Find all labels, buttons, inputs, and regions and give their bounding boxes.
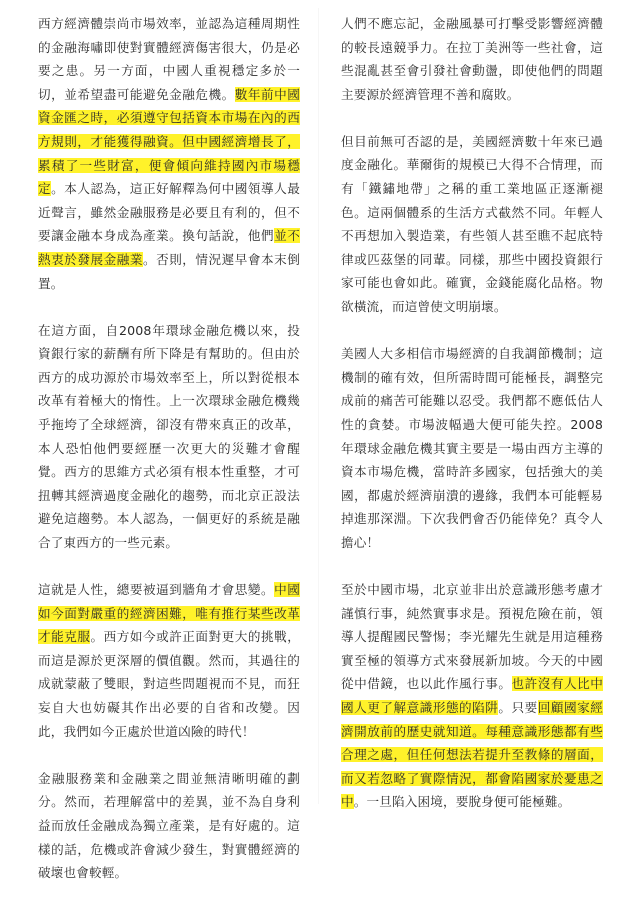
highlighted-text: 也許沒有人比中國人更了解意識形態的陷阱 [341,676,603,715]
body-text: 。只要 [498,699,538,715]
body-text: 。一旦陷入困境，要脫身便可能極難。 [353,794,571,810]
body-text: 至於中國市場，北京並非出於意識形態考慮才謹慎行事，純然實事求是。預視危險在前，領導人提醒國民警惕；李光耀先生就是用這種務實至極的領導方式來發展新加坡。今天的中國從中借鏡，也以此作風行事。 [341,581,603,692]
article-paragraph [38,319,300,555]
body-text: 這就是人性，總要被逼到牆角才會思變。 [38,582,275,598]
body-text: 。西方如今或許正面對更大的挑戰，而這是源於更深層的價值觀。然而，其過往的成就蒙蔽了雙眼，對這些問題視而不見，而狂妄自大也妨礙其作出必要的自省和改變。因此，我們如今正處於世道凶險的時代！ [38,629,300,739]
article-paragraph [341,342,603,554]
body-text: 西方經濟體崇尚市場效率，並認為這種周期性的金融海嘯即使對實體經濟傷害很大，仍是必要之患。另一方面，中國人重視穩定多於一切，並希望盡可能避免金融危機。 [38,16,300,102]
article-paragraph [341,130,603,319]
article-paragraph [341,578,603,814]
body-text: 美國人大多相信市場經濟的自我調節機制；這機制的確有效，但所需時間可能極長，調整完成前的痛苦可能難以忍受。我們都不應低估人性的貪婪。市場波幅過大便可能失控。2008年環球金融危機其實主要是一場由西方主導的資本市場危機，當時許多國家，包括強大的美國，都處於經濟崩潰的邊緣，我們本可能輕易掉進那深淵。下次我們會否仍能倖免？真令人擔心！ [341,346,603,550]
right-column [341,12,603,837]
article-paragraph [38,12,300,295]
body-text: 人們不應忘記，金融風暴可打擊受影響經濟體的較長遠競爭力。在拉丁美洲等一些社會，這些混亂甚至會引發社會動盪，即使他們的問題主要源於經濟管理不善和腐敗。 [341,16,603,102]
article-paragraph [38,578,300,743]
highlighted-text: 回顧國家經濟開放前的歷史就知道。每種意識形態都有些合理之處，但任何想法若提升至教條的層面，而又若忽略了實際情況，都會陷國家於憂患之中 [341,699,603,810]
highlighted-text: 中國如今面對嚴重的經濟困難，唯有推行某些改革才能克服 [38,582,300,645]
highlighted-text: 並不熱衷於發展金融業 [38,228,300,267]
body-text: 但目前無可否認的是，美國經濟數十年來已過度金融化。華爾街的規模已大得不合情理，而有「鐵鏽地帶」之稱的重工業地區正逐漸褪色。這兩個體系的生活方式截然不同。年輕人不再想加入製造業，有些領人甚至瞧不起底特律或匹茲堡的同輩。同樣，那些中國投資銀行家可能也會如此。確實，金錢能腐化品格。物欲橫流，而這曾使文明崩壞。 [341,133,603,315]
body-text: 在這方面，自2008年環球金融危機以來，投資銀行家的薪酬有所下降是有幫助的。但由於西方的成功源於市場效率至上，所以對從根本改革有着極大的惰性。上一次環球金融危機幾乎拖垮了全球經濟，卻沒有帶來真正的改革，本人恐怕他們要經歷一次更大的災難才會醒覺。西方的思維方式必須有根本性重整，才可扭轉其經濟過度金融化的趨勢，而北京正設法避免這趨勢。本人認為，一個更好的系統是融合了東西方的一些元素。 [38,322,300,550]
body-text: 。否則，情況遲早會本末倒置。 [38,251,300,291]
article-paragraph [38,767,300,885]
body-text: 金融服務業和金融業之間並無清晰明確的劃分。然而，若理解當中的差異，並不為自身利益而放任金融成為獨立產業，是有好處的。這樣的話，危機或許會減少發生，對實體經濟的破壞也會較輕。 [38,770,300,881]
left-column [38,12,300,908]
article-paragraph [341,12,603,106]
highlighted-text: 數年前中國資金匯之時，必須遵守包括資本市場在內的西方規則，才能獲得融資。但中國經濟增長了，累積了一些財富，便會傾向維持國內市場穩定 [38,86,300,197]
body-text: 。本人認為，這正好解釋為何中國領導人最近聲言，雖然金融服務是必要且有利的，但不要讓金融本身成為產業。換句話說，他們 [38,181,300,244]
column-divider [318,8,319,804]
